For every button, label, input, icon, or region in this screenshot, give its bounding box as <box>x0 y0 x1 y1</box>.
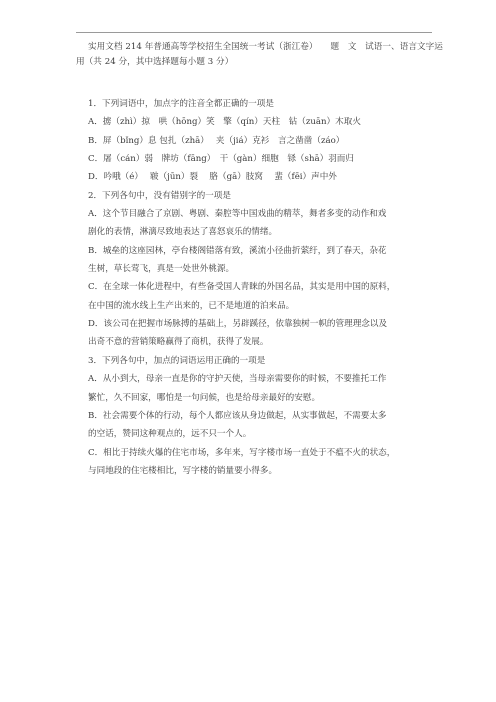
q2-option-c-cont: 在中国的流水线上生产出来的，已不是地道的泊来品。 <box>88 300 295 311</box>
q1-stem: 1．下列词语中，加点字的注音全都正确的一项是 <box>88 99 274 109</box>
q3-option-b-cont: 的空话，赞同这种观点的，远不只一个人。 <box>88 429 252 440</box>
q2-option-c: C．在全球一体化进程中，有些备受国人青睐的外国名品，其实是用中国的原料， <box>88 282 396 293</box>
document-header: 实用文档 214 年普通高等学校招生全国统一考试（浙江卷） 题 文 试语一、语言文字运用（共 24 分，其中选择题每小题 3 分） <box>76 42 443 67</box>
question-body <box>88 98 428 483</box>
q3-stem: 3．下列各句中，加点的词语运用正确的一项是 <box>88 355 266 366</box>
q1-option-c: C．屠（cán）弱 牌坊（fāng） 干（gàn）细胞 铩（shā）羽而归 <box>88 154 354 165</box>
q2-stem: 2．下列各句中，没有错别字的一项是 <box>88 190 231 201</box>
q3-option-a-cont: 繁忙，久不回家，哪怕是一句问候，也是给母亲最好的安慰。 <box>88 392 321 403</box>
q2-option-b-cont: 生树，草长莺飞，真是一处世外桃源。 <box>88 264 235 275</box>
q2-option-d: D．该公司在把握市场脉搏的基础上，另辟蹊径，依靠独树一帜的管理理念以及 <box>88 319 388 330</box>
q1-option-a: A．掳（zhì）掠 哄（hōng）笑 擎（qín）天柱 钻（zuān）木取火 <box>88 117 361 128</box>
q3-option-c: C．相比于持续火爆的住宅市场，多年来，写字楼市场一直处于不瘟不火的状态， <box>88 447 396 458</box>
q1-option-b: B．屏（bǐng）息 包扎（zhā） 夹（jiá）克衫 言之凿凿（záo） <box>88 135 345 146</box>
q3-option-a: A．从小到大，母亲一直是你的守护天使，当母亲需要你的时候，不要推托工作 <box>88 374 387 385</box>
q1-option-d: D．吟哦（é） 皲（jūn）裂 胳（gā）肢窝 蜚（fēi）声中外 <box>88 172 337 183</box>
header-rule <box>76 32 432 33</box>
q2-option-d-cont: 出奇不意的营销策略赢得了商机，获得了发展。 <box>88 337 269 348</box>
q3-option-b: B．社会需要个体的行动，每个人都应该从身边做起，从实事做起，不需要太多 <box>88 410 387 421</box>
q2-option-a-cont: 剧化的表情，淋漓尽致地表达了喜怒哀乐的情绪。 <box>88 227 278 238</box>
q3-option-c-cont: 与同地段的住宅楼相比，写字楼的销量要小得多。 <box>88 465 278 476</box>
q2-option-b: B．城垒的这座园林，亭台楼阁错落有致，溪流小径曲折萦纡，到了春天，杂花 <box>88 245 387 256</box>
q2-option-a: A．这个节目融合了京剧、粤剧、秦腔等中国戏曲的精萃，舞者多变的动作和戏 <box>88 209 387 220</box>
